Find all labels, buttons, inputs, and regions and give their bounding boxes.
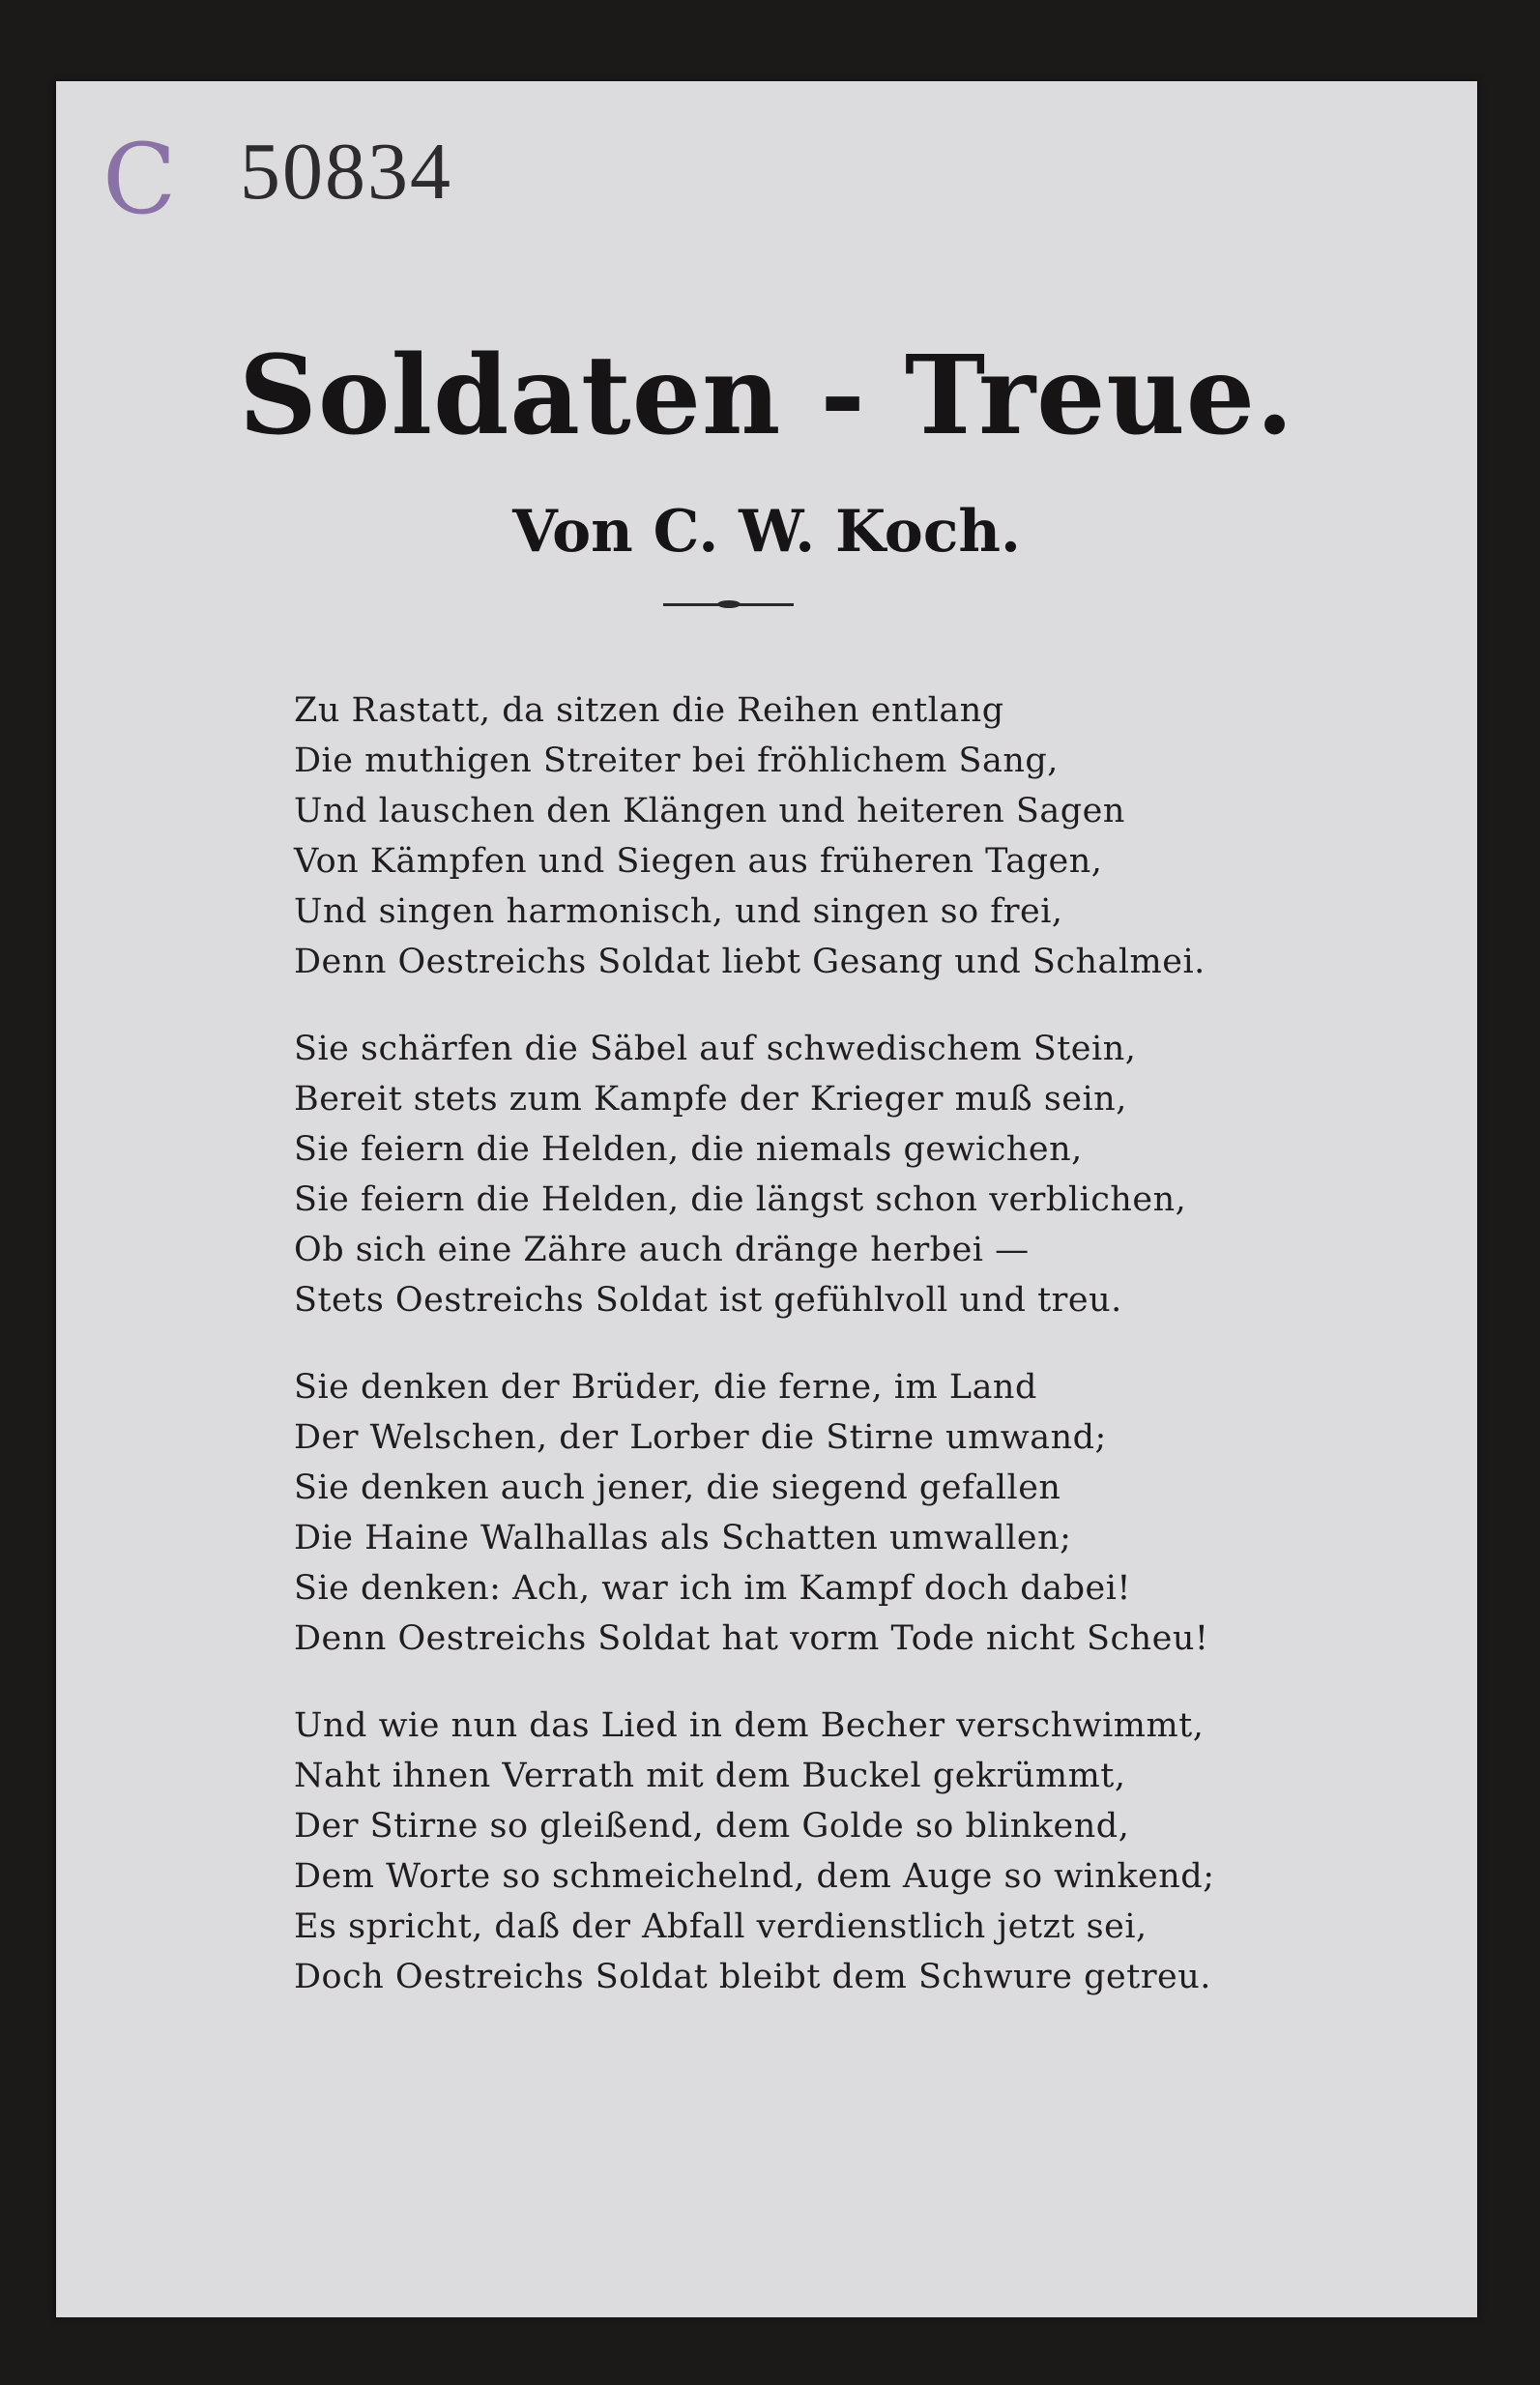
poem-line: Der Welschen, der Lorber die Stirne umwand; [294,1418,1107,1457]
poem-line: Denn Oestreichs Soldat hat vorm Tode nicht Scheu! [294,1619,1209,1658]
poem-line: Sie denken auch jener, die siegend gefallen [294,1469,1061,1507]
catalog-number: 50834 [240,127,452,217]
poem-line: Sie feiern die Helden, die längst schon verblichen, [294,1180,1187,1219]
poem-line: Die Haine Walhallas als Schatten umwallen; [294,1519,1072,1557]
poem-line: Sie feiern die Helden, die niemals gewichen, [294,1130,1083,1169]
poem-line: Ob sich eine Zähre auch dränge herbei — [294,1231,1030,1269]
poem-line: Denn Oestreichs Soldat liebt Gesang und Schalmei. [294,943,1206,981]
stamp-letter: C [102,123,177,236]
poem-line: Sie denken: Ach, war ich im Kampf doch dabei! [294,1569,1131,1608]
poem-line: Der Stirne so gleißend, dem Golde so blinkend, [294,1807,1130,1846]
poem-line: Von Kämpfen und Siegen aus früheren Tagen, [294,842,1103,881]
poem-line: Die muthigen Streiter bei fröhlichem Sang, [294,742,1059,780]
poem-line: Und lauschen den Klängen und heiteren Sagen [294,792,1125,830]
poem-line: Zu Rastatt, da sitzen die Reihen entlang [294,691,1004,730]
poem-author: Von C. W. Koch. [512,498,1021,566]
document-page [56,81,1477,2317]
poem-line: Sie denken der Brüder, die ferne, im Land [294,1368,1037,1407]
poem-line: Naht ihnen Verrath mit dem Buckel gekrümmt, [294,1757,1126,1795]
poem-line: Und singen harmonisch, und singen so frei, [294,892,1063,931]
poem-line: Doch Oestreichs Soldat bleibt dem Schwure getreu. [294,1958,1211,1996]
stanza-3 [294,1362,1415,1664]
poem-line: Bereit stets zum Kampfe der Krieger muß sein, [294,1080,1127,1119]
poem-title: Soldaten - Treue. [238,333,1295,459]
stanza-2 [294,1024,1415,1325]
stanza-1 [294,685,1415,987]
poem-body [294,685,1415,2039]
poem-line: Stets Oestreichs Soldat ist gefühlvoll und treu. [294,1281,1122,1320]
stanza-4 [294,1701,1415,2002]
poem-line: Und wie nun das Lied in dem Becher verschwimmt, [294,1706,1205,1745]
poem-line: Es spricht, daß der Abfall verdienstlich jetzt sei, [294,1907,1148,1946]
title-divider [663,603,794,606]
poem-line: Dem Worte so schmeichelnd, dem Auge so winkend; [294,1857,1215,1896]
poem-line: Sie schärfen die Säbel auf schwedischem Stein, [294,1030,1137,1068]
